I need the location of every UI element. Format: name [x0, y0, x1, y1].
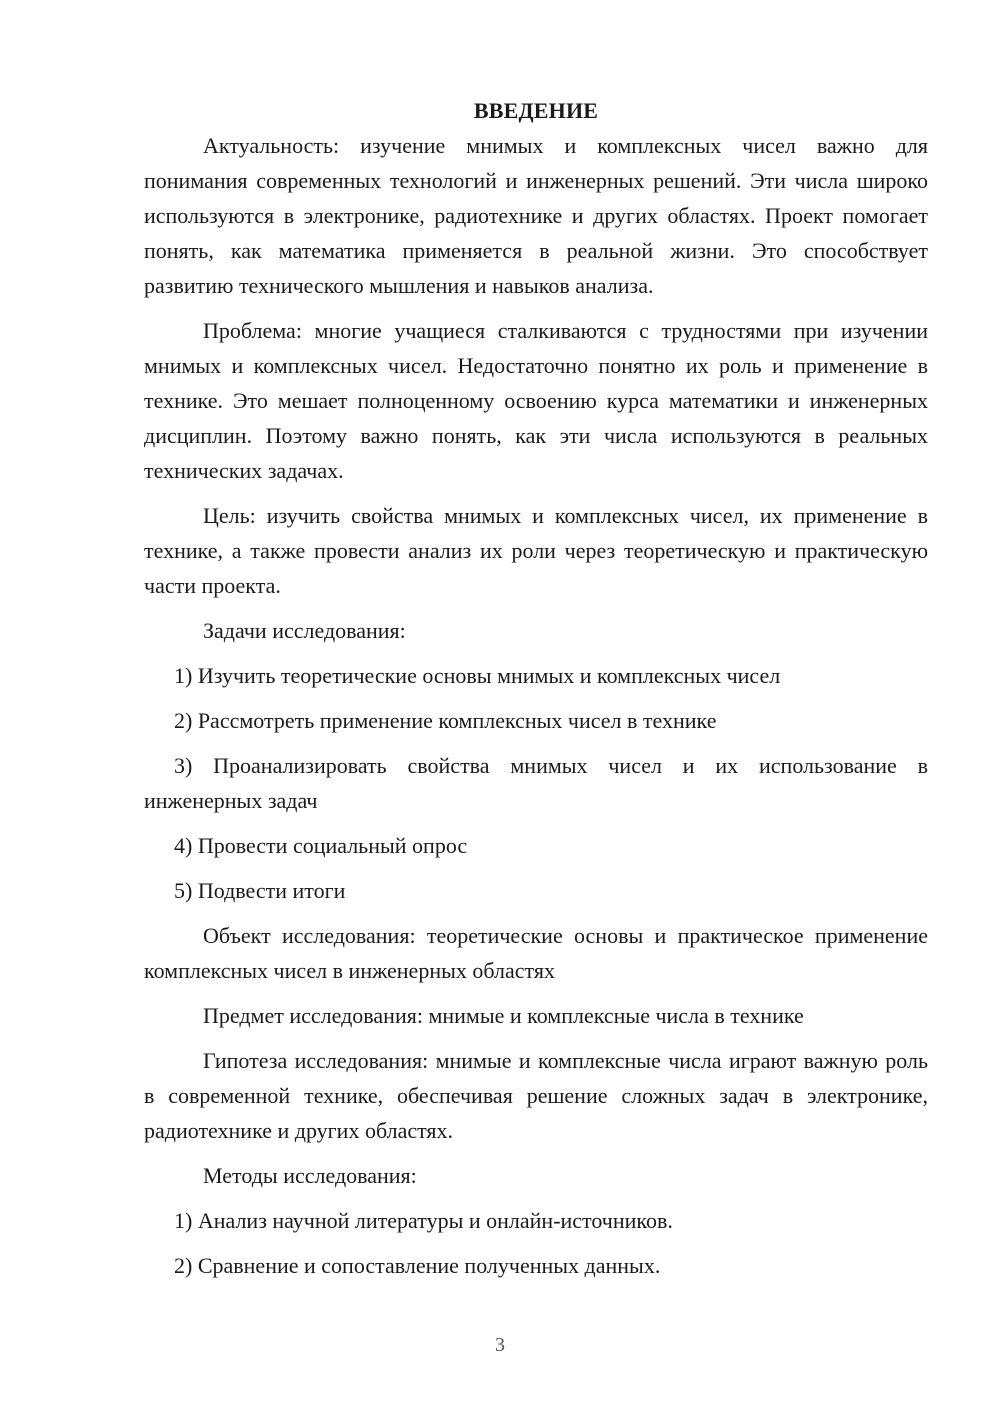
method-item: 1) Анализ научной литературы и онлайн-источников.	[174, 1208, 673, 1233]
task-item: 4) Провести социальный опрос	[174, 833, 468, 858]
method-item: 2) Сравнение и сопоставление полученных данных.	[174, 1253, 661, 1278]
problem-paragraph: Проблема: многие учащиеся сталкиваются с трудностями при изучении мнимых и комплексных чисел. Недостаточно понятно их роль и применение в технике. Это мешает полноценному освоению курса математики и инженерных дисциплин. Поэтому важно понять, как эти числа используются в реальных технических задачах.	[144, 318, 928, 483]
task-item: 2) Рассмотреть применение комплексных чисел в технике	[174, 708, 717, 733]
relevance-paragraph: Актуальность: изучение мнимых и комплексных чисел важно для понимания современных технологий и инженерных решений. Эти числа широко используются в электронике, радиотехнике и других областях. Проект помогает понять, как математика применяется в реальной жизни. Это способствует развитию технического мышления и навыков анализа.	[144, 133, 928, 298]
page-title: ВВЕДЕНИЕ	[473, 98, 599, 123]
hypothesis-paragraph: Гипотеза исследования: мнимые и комплексные числа играют важную роль в современной технике, обеспечивая решение сложных задач в электронике, радиотехнике и других областях.	[144, 1048, 928, 1143]
task-item: 5) Подвести итоги	[174, 878, 346, 903]
subject-paragraph: Предмет исследования: мнимые и комплексные числа в технике	[203, 1003, 804, 1028]
page-number: 3	[495, 1334, 505, 1356]
object-paragraph: Объект исследования: теоретические основы и практическое применение комплексных чисел в инженерных областях	[144, 923, 928, 983]
tasks-heading: Задачи исследования:	[203, 618, 406, 643]
document-body	[144, 93, 928, 1293]
methods-heading: Методы исследования:	[203, 1163, 417, 1188]
goal-paragraph: Цель: изучить свойства мнимых и комплексных чисел, их применение в технике, а также провести анализ их роли через теоретическую и практическую части проекта.	[144, 503, 928, 598]
task-item: 1) Изучить теоретические основы мнимых и комплексных чисел	[174, 663, 781, 688]
task-item: 3) Проанализировать свойства мнимых чисел и их использование в инженерных задач	[144, 753, 928, 813]
